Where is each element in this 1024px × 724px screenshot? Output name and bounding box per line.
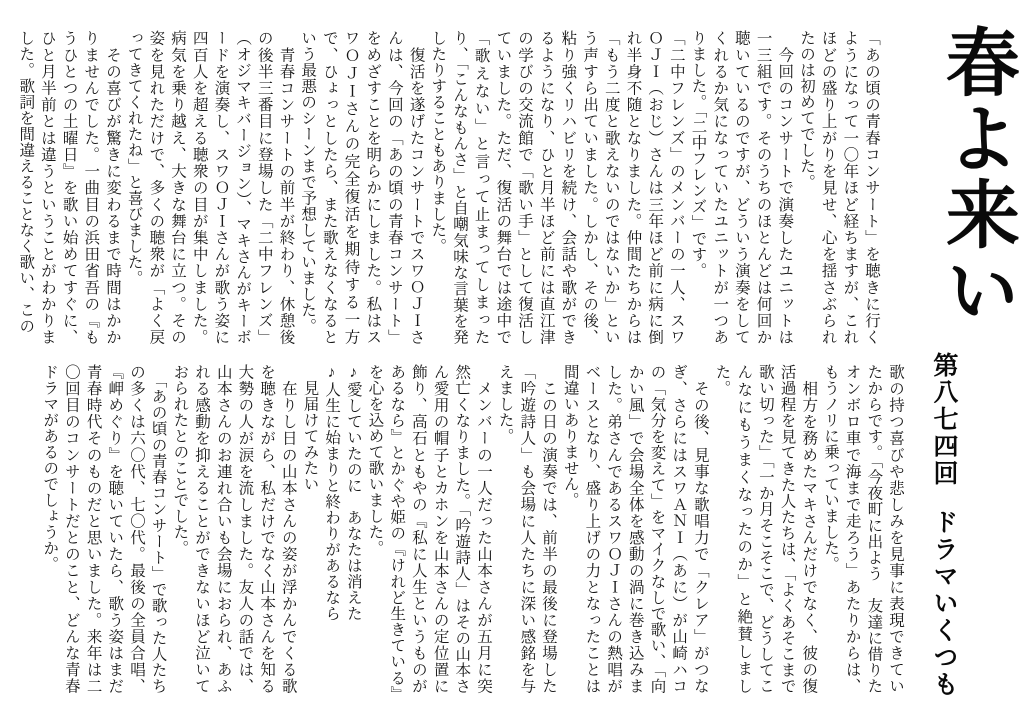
paragraph: 「あの頃の青春コンサート」を聴きに行くようになって一〇年ほど経ちますが、これほどの盛り上がりを見せ、心を揺さぶられたのは初めてでした。 (797, 30, 880, 345)
paragraph: メンバーの一人だった山本さんが五月に突然亡くなりました。「吟遊詩人」はその山本さん愛用の帽子とカホンを山本さんの定位置に飾り、高石ともやの『私に人生というものがあるなら』とかぐや姫の『けれど生きている』を心を込めて歌いました。 (366, 364, 492, 694)
article-title: 春よ来い (936, 24, 1019, 328)
article-heading-column (926, 352, 962, 698)
paragraph: ♪人生に始まりと終わりがあるなら (323, 364, 341, 622)
article-body-bottom-band (25, 364, 906, 710)
paragraph: 歌の持つ喜びや悲しみを見事に表現できていたからです。「今夜町に出よう 友達に借りた オンボロ車で海まで走ろう」あたりからは、もうノリに乗っていました。 (821, 364, 904, 710)
paragraph: その喜びが驚きに変わるまで時間はかかりませんでした。一曲目の浜田省吾の『もうひとつの土曜日』を歌い始めてすぐに、ひと月半前とは違うということがわかりました。歌詞を間違えることなく歌い、この (17, 30, 121, 345)
paragraph: 相方を務めたマキさんだけでなく、彼の復活過程を見てきた人たちは、「よくあそこまで歌い切った」「一か月そこそこで、どうしてこんなにもうまくなったのか」と絶賛しました。 (713, 364, 818, 694)
paragraph: 「あの頃の青春コンサート」で歌った人たちの多くは六〇代、七〇代。最後の全員合唱、『岬めぐり』を聴いていたら、歌う姿はまだ青春時代そのものだと思いました。来年は二〇回目のコンサートだとのこと、どんな青春ドラマがあるのでしょうか。 (41, 364, 167, 694)
paragraph: 見届けてみたい (301, 364, 319, 492)
paragraph: ♪愛していたのに あなたは消えた (344, 364, 362, 622)
paragraph: 「二中フレンズ」のメンバーの一人、スワＯＪＩ（おじ）さんは三年ほど前に病に倒れ半身不随となりました。仲間たちからは「もう二度と歌えないのではないか」という声すら出ていました。しかし、その後、粘り強くリハビリを続け、会話や歌ができるようになり、ひと月半ほど前には直江津の学びの交流館で「歌い手」として復活していました。ただ、復活の舞台では途中で「歌えない」と言って止まってしまったり、「こんなもんさ」と自嘲気味な言葉を発したりすることもありました。 (429, 30, 685, 345)
paragraph: 今回のコンサートで演奏したユニットは一三組です。そのうちのほとんどは何回か聴いているのですが、どういう演奏をしてくれるか気になっていたユニットが一つありました。「二中フレンズ」です。 (689, 30, 794, 345)
article-body-top-band (17, 30, 882, 345)
paragraph: 在りし日の山本さんの姿が浮かんでくる歌を聴きながら、私だけでなく山本さんを知る大勢の人が涙を流しました。友人の話では、山本さんのお連れ合いも会場におられ、あふれる感動を抑えることができないほど泣いておられたとのことでした。 (171, 364, 297, 694)
paragraph: 青春コンサートの前半が終わり、休憩後の後半三番目に登場した「二中フレンズ」（オジマキバージョン）、マキさんがキーボードを演奏し、スワＯＪＩさんが歌う姿に四百人を超える聴衆の目が集中しました。病気を乗り越え、大きな舞台に立つ。その姿を見れただけで、多くの聴衆が「よく戻ってきてくれたね」と喜びました。 (125, 30, 295, 345)
article-subtitle: ドラマいくつも (930, 509, 958, 698)
issue-number: 第八七四回 (930, 352, 958, 487)
paragraph: その後、見事な歌唱力で「クレア」がつなぎ、さらにはスワＡＮＩ（あに）が山崎ハコの「気分を変えて」をマイクなしで歌い、「向かい風」で会場全体を感動の渦に巻き込みました。弟さんであるスワＯＪＩさんの熱唱がベースとなり、盛り上げの力となったことは間違いありません。 (561, 364, 709, 694)
paragraph: 復活を遂げたコンサートでスワＯＪＩさんは、今回の「あの頃の青春コンサート」をめざすことを明らかにしました。私はスワＯＪＩさんの完全復活を期待する一方で、ひょっとしたら、また歌えなくなるという最悪のシーンまで予想していました。 (299, 30, 425, 345)
paragraph: この日の演奏では、前半の最後に登場した「吟遊詩人」も会場に人たちに深い感銘を与えました。 (496, 364, 557, 694)
